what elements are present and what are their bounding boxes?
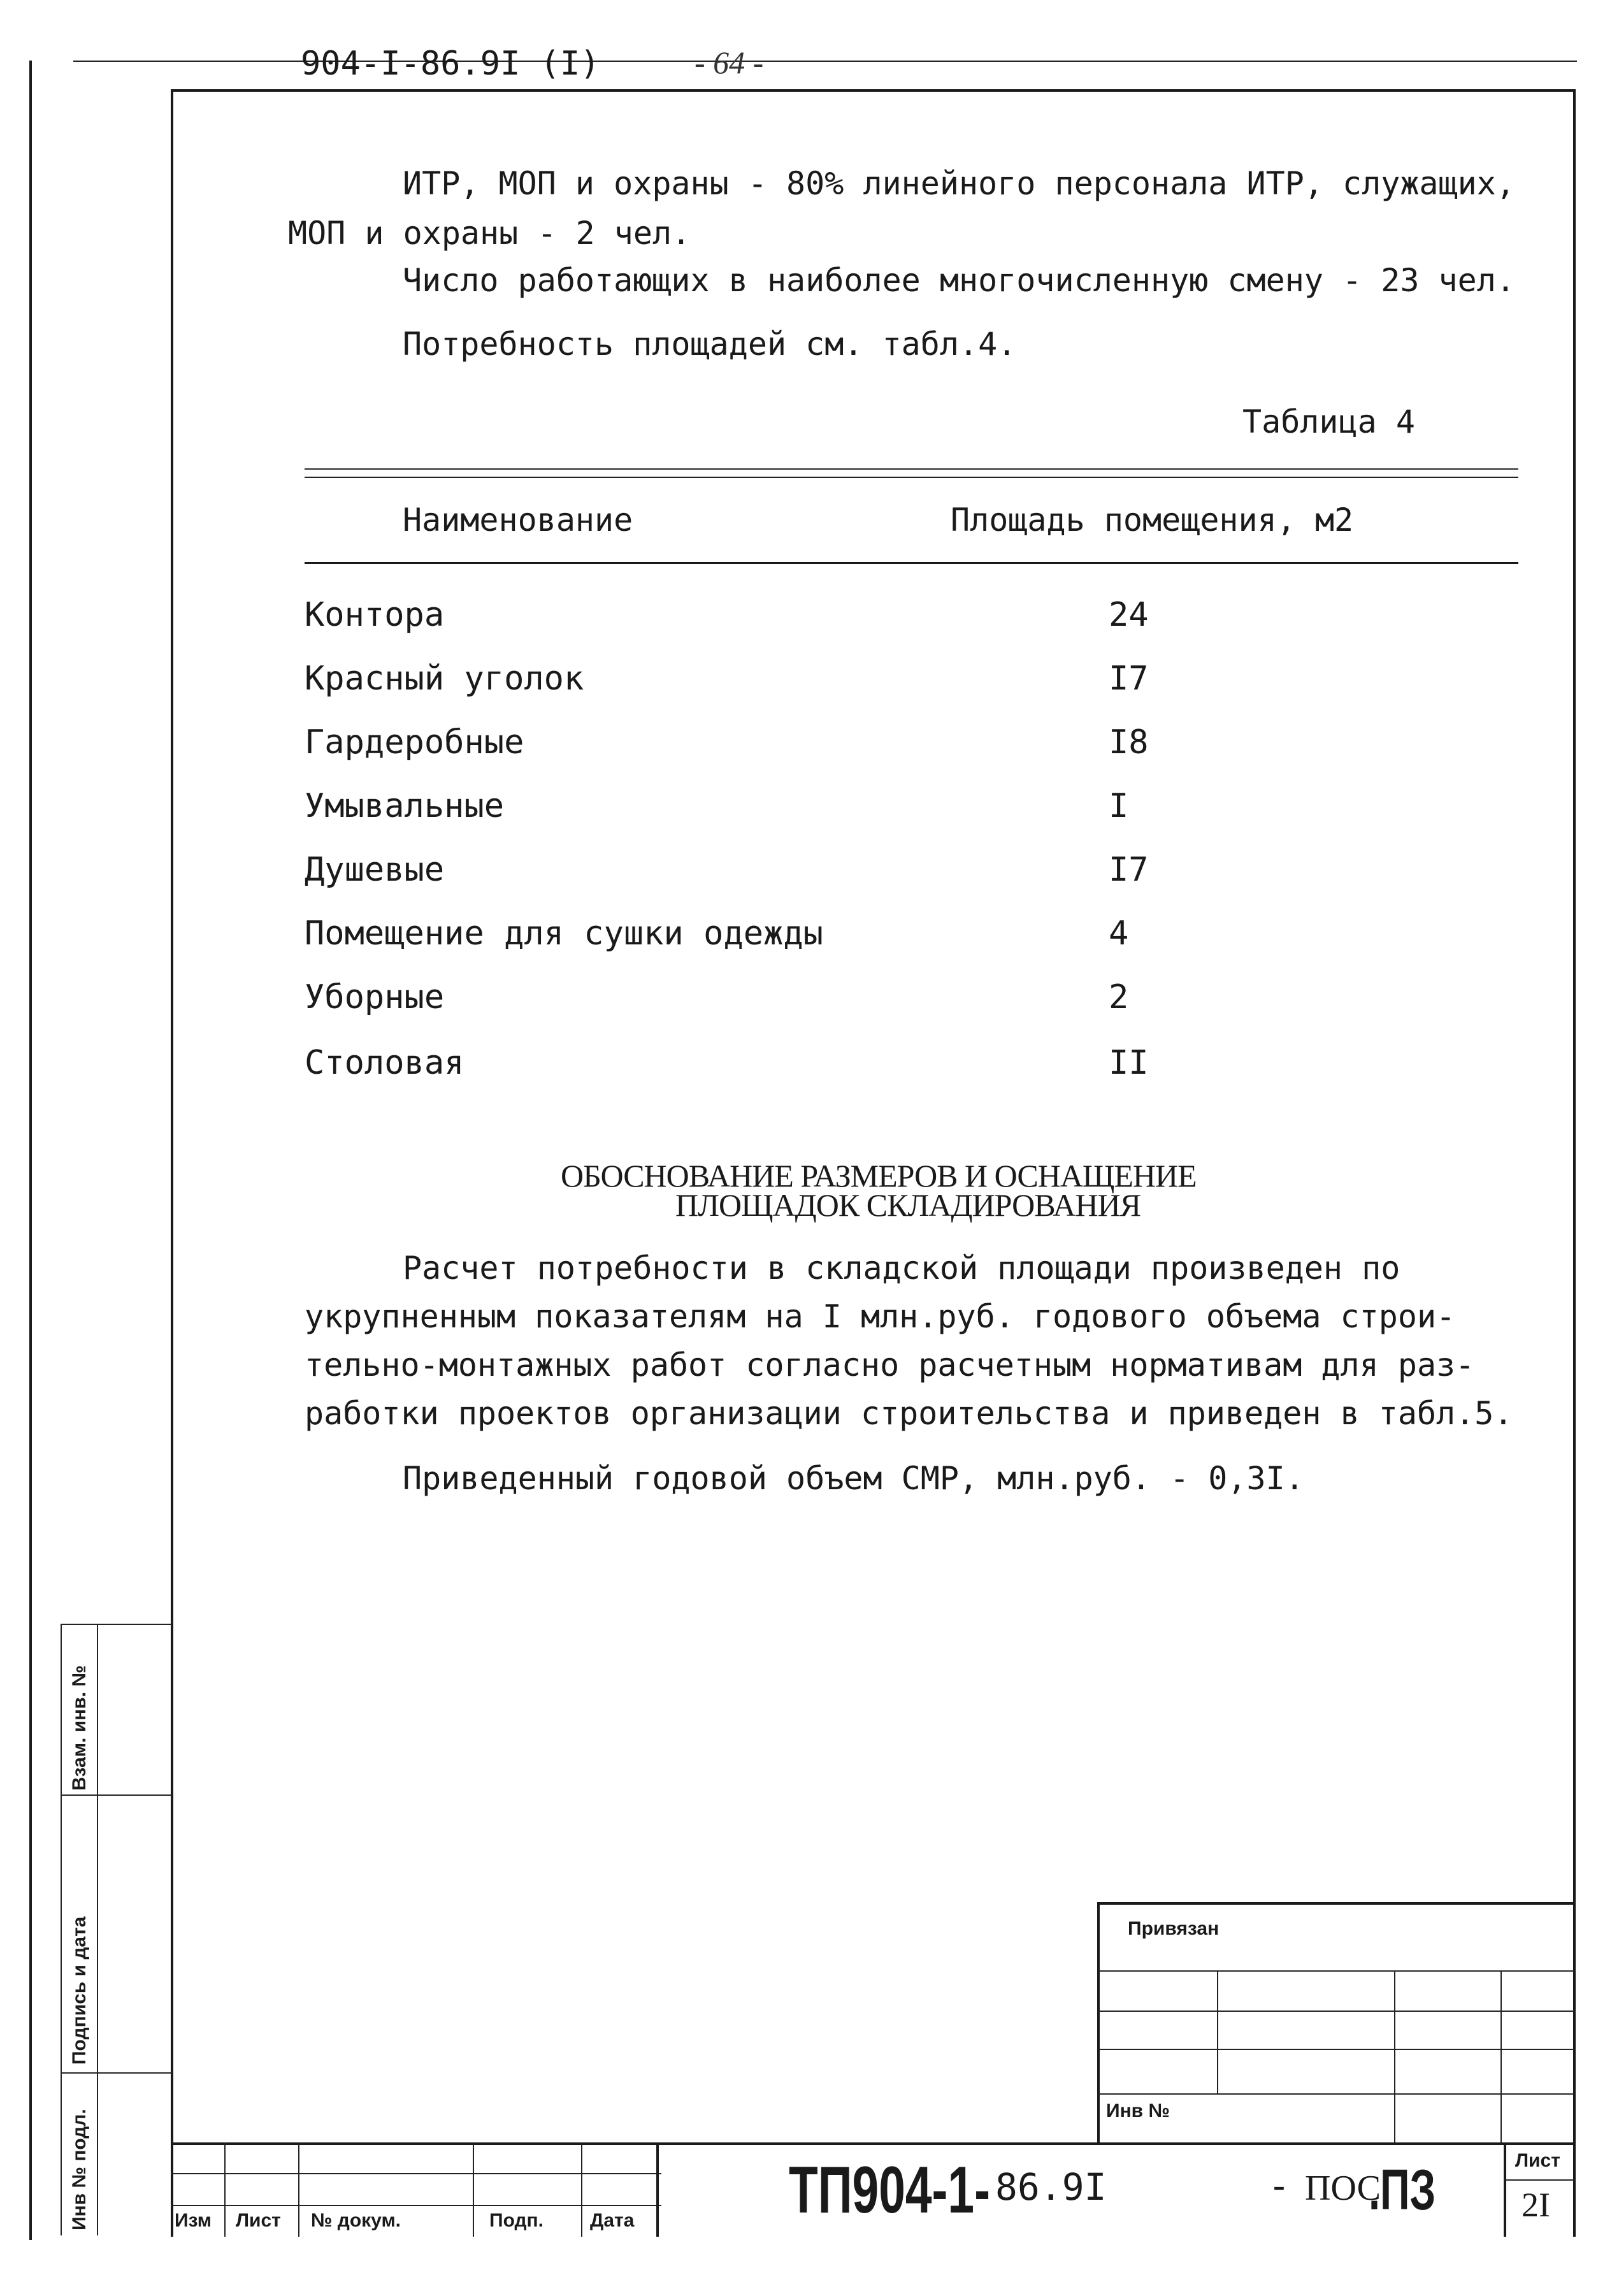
- privyazan-col-line-2: [1394, 1970, 1395, 2142]
- sheet-box-mid-line: [1504, 2179, 1575, 2181]
- table-row: [305, 902, 1515, 965]
- table-header-rule: [305, 562, 1518, 564]
- side-stamp-left-line: [61, 1624, 62, 2235]
- side-label-inv-podl: Инв № подл.: [69, 2109, 90, 2230]
- room-area: I8: [1109, 723, 1149, 762]
- title-block-label-line: [171, 2205, 661, 2206]
- col-label-izm: Изм: [175, 2210, 212, 2231]
- side-label-vzam-inv: Взам. инв. №: [69, 1665, 90, 1791]
- sheet-label: Лист: [1515, 2150, 1560, 2171]
- table-caption: Таблица 4: [1242, 403, 1415, 440]
- side-stamp-inner-line: [97, 1624, 98, 2235]
- privyazan-row-line-1: [1097, 1970, 1575, 1972]
- col-label-list: Лист: [236, 2210, 281, 2231]
- frame-right-line: [1573, 89, 1576, 2237]
- section-para1-line2: укрупненным показателям на I млн.руб. годового объема строи-: [305, 1298, 1456, 1335]
- room-area: 2: [1109, 978, 1129, 1016]
- side-label-podpis-data: Подпись и дата: [69, 1916, 90, 2065]
- room-area: I7: [1109, 660, 1149, 698]
- para3: Потребность площадей см. табл.4.: [403, 326, 1017, 363]
- tb-col-line-2: [298, 2142, 299, 2237]
- privyazan-row-line-3: [1097, 2049, 1575, 2050]
- tb-col-line-5: [656, 2142, 659, 2237]
- room-area: I: [1109, 787, 1129, 825]
- room-name: Столовая: [305, 1044, 464, 1082]
- section-para1-line4: работки проектов организации строительства и приведен в табл.5.: [305, 1395, 1513, 1432]
- section-heading-line2: ПЛОЩАДОК СКЛАДИРОВАНИЯ: [675, 1187, 1141, 1223]
- table-row: [305, 711, 1515, 774]
- sheet-box-left-line: [1504, 2142, 1506, 2237]
- room-area: 24: [1109, 596, 1149, 634]
- table-row: [305, 774, 1515, 838]
- table-row: [305, 583, 1515, 647]
- para1-line2: МОП и охраны - 2 чел.: [288, 215, 691, 252]
- room-name: Контора: [305, 596, 445, 634]
- tb-col-line-1: [224, 2142, 226, 2237]
- frame-left-line: [171, 89, 173, 2237]
- room-name: Красный уголок: [305, 660, 584, 698]
- tb-col-line-4: [581, 2142, 582, 2237]
- inv-no-label: Инв №: [1106, 2100, 1170, 2121]
- table-row: [305, 965, 1515, 1029]
- title-block-privyazan-top-line: [1097, 1902, 1575, 1905]
- table-top-rule-1: [305, 468, 1518, 470]
- title-block-top-line: [171, 2142, 1576, 2145]
- room-name: Умывальные: [305, 787, 505, 825]
- sheet-number: 2I: [1522, 2186, 1550, 2224]
- title-block-mid-line: [171, 2173, 661, 2174]
- side-stamp-line-3: [61, 2072, 172, 2074]
- privyazan-col-line-1: [1217, 1970, 1218, 2093]
- table-header-name: Наименование: [403, 502, 633, 538]
- section-dash: -: [1268, 2164, 1290, 2207]
- table-row: [305, 1031, 1515, 1095]
- tb-col-line-3: [473, 2142, 474, 2237]
- project-code: ТП904-1-: [789, 2153, 991, 2227]
- col-label-data: Дата: [590, 2210, 635, 2231]
- room-area: 4: [1109, 914, 1129, 953]
- project-number: 86.9I: [995, 2165, 1107, 2209]
- section-para1-line1: Расчет потребности в складской площади произведен по: [403, 1250, 1400, 1287]
- col-label-podp: Подп.: [489, 2210, 543, 2231]
- room-name: Уборные: [305, 978, 445, 1016]
- room-name: Душевые: [305, 851, 445, 889]
- privyazan-row-line-4: [1097, 2093, 1575, 2095]
- section-para1-line3: тельно-монтажных работ согласно расчетным нормативам для раз-: [305, 1347, 1475, 1383]
- privyazan-row-line-2: [1097, 2011, 1575, 2012]
- table-row: [305, 647, 1515, 711]
- privyazan-col-line-3: [1500, 1970, 1502, 2142]
- col-label-dokum: № докум.: [311, 2210, 401, 2231]
- table-top-rule-2: [305, 477, 1518, 478]
- section-heading-line1: ОБОСНОВАНИЕ РАЗМЕРОВ И ОСНАЩЕНИЕ: [561, 1158, 1197, 1194]
- room-name: Помещение для сушки одежды: [305, 914, 823, 953]
- document-code: 904-I-86.9I (I): [301, 45, 600, 83]
- page-stamp: - 64 -: [694, 45, 764, 80]
- side-stamp-top-line: [61, 1624, 172, 1625]
- section-pz: .ПЗ: [1369, 2158, 1436, 2222]
- frame-top-line: [171, 89, 1576, 92]
- table-row: [305, 838, 1515, 902]
- title-block-privyazan-left-line: [1097, 1902, 1100, 2144]
- privyazan-label: Привязан: [1128, 1918, 1220, 1939]
- section-pos: ПОС: [1305, 2169, 1381, 2208]
- side-stamp-line-2: [61, 1794, 172, 1796]
- para2: Число работающих в наиболее многочисленную смену - 23 чел.: [403, 262, 1515, 299]
- table-header-area: Площадь помещения, м2: [951, 502, 1354, 538]
- para1-line1: ИТР, МОП и охраны - 80% линейного персонала ИТР, служащих,: [403, 165, 1515, 202]
- section-para2: Приведенный годовой объем СМР, млн.руб. - 0,3I.: [403, 1460, 1304, 1497]
- room-area: I7: [1109, 851, 1149, 889]
- header-top-line: [73, 61, 1577, 62]
- room-area: II: [1109, 1044, 1149, 1082]
- left-border-outer: [29, 61, 32, 2240]
- room-name: Гардеробные: [305, 723, 524, 762]
